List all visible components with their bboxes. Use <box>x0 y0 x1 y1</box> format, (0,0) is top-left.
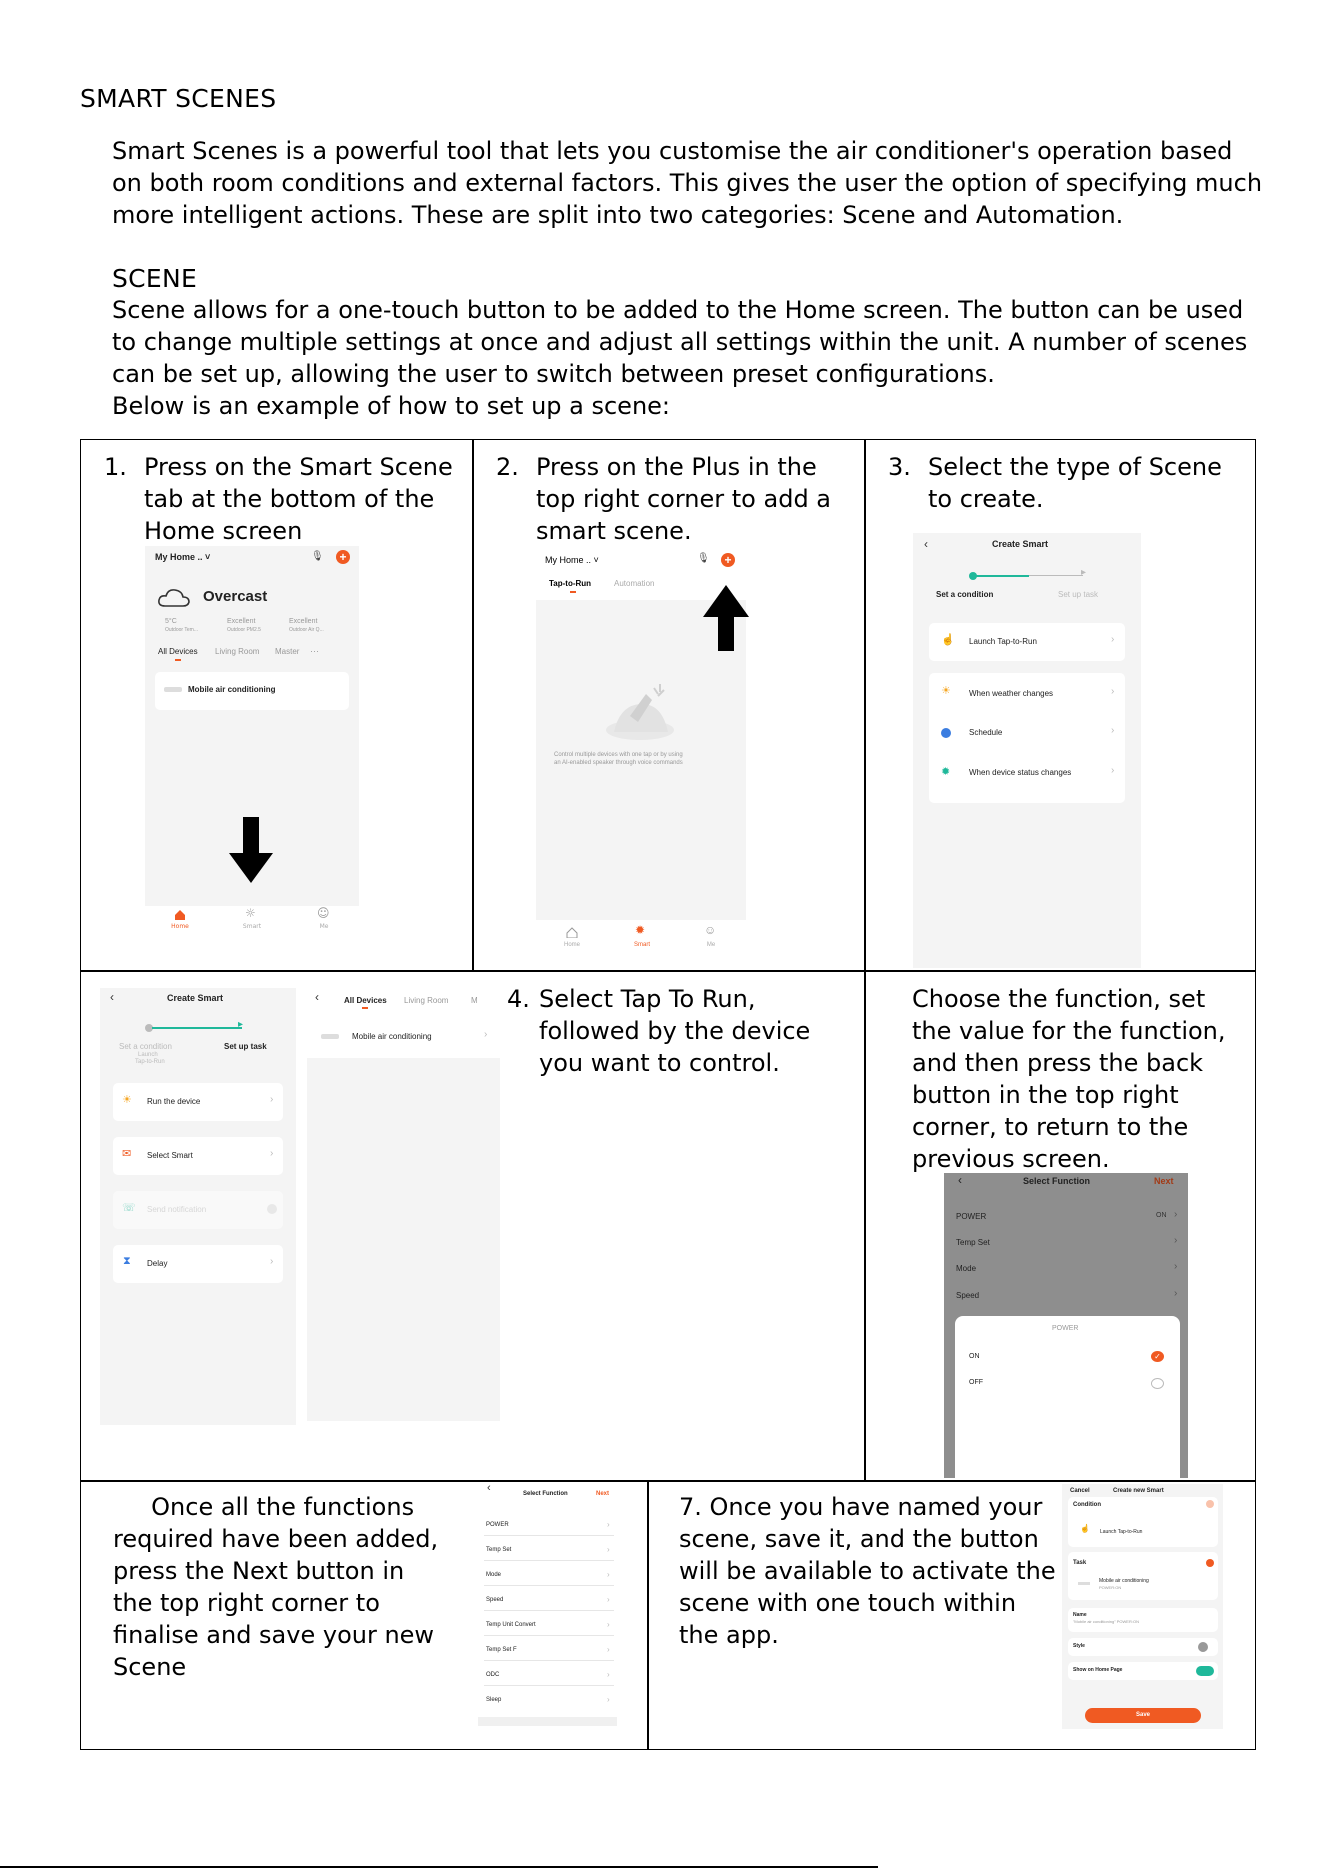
smart-scenes-paragraph <box>112 135 1262 231</box>
name-value: "Mobile air conditioning" POWER:ON <box>1073 1619 1139 1624</box>
sheet-option-on[interactable]: ON <box>969 1353 980 1360</box>
chevron-right-icon: › <box>607 1595 610 1604</box>
option-label: Launch Tap-to-Run <box>969 637 1037 646</box>
function-row-label[interactable]: POWER <box>956 1212 987 1221</box>
step-line: tab at the bottom of the <box>144 485 435 513</box>
step-line: finalise and save your new <box>113 1621 435 1649</box>
tab-living-room[interactable]: Living Room <box>215 647 260 656</box>
step-line: and then press the back <box>912 1049 1204 1077</box>
progress-label: Set up task <box>224 1042 267 1051</box>
add-task-icon[interactable] <box>1206 1559 1214 1567</box>
screenshot-select-function-sheet <box>944 1173 1188 1478</box>
function-row-label[interactable]: Temp Set <box>956 1238 990 1247</box>
chevron-right-icon: › <box>270 1148 274 1159</box>
device-name: Mobile air conditioning <box>188 685 276 694</box>
chevron-right-icon: › <box>1174 1209 1178 1220</box>
chevron-right-icon: › <box>607 1520 610 1529</box>
function-row-label[interactable]: Sleep <box>486 1697 502 1703</box>
step-line: Scene <box>113 1653 187 1681</box>
smart-icon[interactable]: ✹ <box>635 923 646 937</box>
chevron-right-icon: › <box>607 1695 610 1704</box>
function-row-label[interactable]: Temp Set F <box>486 1647 517 1653</box>
function-row-label[interactable]: Mode <box>956 1264 977 1273</box>
progress-line <box>1029 575 1083 576</box>
chevron-right-icon: › <box>270 1094 274 1105</box>
style-label: Style <box>1073 1643 1085 1649</box>
tab-automation[interactable]: Automation <box>614 579 655 588</box>
task-device[interactable]: Mobile air conditioning <box>1099 1578 1149 1584</box>
home-selector[interactable]: My Home .. ˅ <box>155 552 211 562</box>
screenshot-select-function <box>478 1485 617 1726</box>
device-card[interactable] <box>155 672 349 710</box>
hourglass-icon: ⧗ <box>123 1255 131 1267</box>
row-divider <box>484 1610 614 1611</box>
device-status-icon: ✹ <box>941 766 951 778</box>
step-line: button in the top right <box>912 1081 1179 1109</box>
chevron-right-icon: › <box>1174 1235 1178 1246</box>
screen-title: Select Function <box>523 1491 568 1497</box>
step-line: followed by the device <box>539 1017 811 1045</box>
paragraph-line: on both room conditions and external factors. This gives the user the option of specifying much <box>112 169 1263 197</box>
tab-all-devices[interactable]: All Devices <box>158 647 198 656</box>
row-divider <box>484 1635 614 1636</box>
grid-divider <box>472 440 474 970</box>
step-line: smart scene. <box>536 517 692 545</box>
chevron-right-icon: › <box>607 1670 610 1679</box>
function-row-label[interactable]: ODC <box>486 1672 500 1678</box>
chevron-right-icon: › <box>270 1256 274 1267</box>
step-line: the value for the function, <box>912 1017 1226 1045</box>
sheet-title: POWER <box>1052 1325 1079 1332</box>
nav-label: Home <box>171 923 189 930</box>
chevron-right-icon: › <box>1111 686 1115 697</box>
smart-icon[interactable]: ☼ <box>245 906 256 920</box>
step-7-text <box>679 1491 1059 1651</box>
cancel-button[interactable]: Cancel <box>1070 1488 1090 1494</box>
tab-living-room[interactable]: Living Room <box>404 996 449 1005</box>
task-sub: POWER:ON <box>1099 1585 1122 1590</box>
empty-scene-illustration <box>600 682 680 742</box>
arrow-down-icon <box>229 817 273 883</box>
screenshot-home <box>145 546 359 906</box>
hand-icon: ☝ <box>1080 1524 1090 1533</box>
next-button[interactable]: Next <box>596 1491 610 1497</box>
screen-title: Create new Smart <box>1113 1488 1164 1494</box>
select-smart-icon: ✉ <box>122 1148 132 1160</box>
notification-icon: ☏ <box>122 1202 136 1214</box>
step-line: Once all the functions <box>113 1493 415 1521</box>
back-icon[interactable]: ‹ <box>487 1485 491 1494</box>
paragraph-line: to change multiple settings at once and adjust all settings within the unit. A number of scenes <box>112 328 1248 356</box>
paragraph-line: Below is an example of how to set up a scene: <box>112 392 670 420</box>
paragraph-line: can be set up, allowing the user to switch between preset configurations. <box>112 360 995 388</box>
chevron-right-icon: › <box>1111 765 1115 776</box>
arrow-up-icon <box>703 585 749 651</box>
step-line: will be available to activate the <box>679 1557 1056 1585</box>
screenshot-create-smart-condition <box>913 533 1141 968</box>
option-send-notification <box>113 1191 283 1229</box>
condition-item[interactable]: Launch Tap-to-Run <box>1100 1529 1143 1535</box>
step-line: 7. Once you have named your <box>679 1493 1043 1521</box>
scene-heading: SCENE <box>112 264 198 293</box>
nav-label: Me <box>706 942 716 948</box>
bottom-nav <box>536 920 746 954</box>
step-6-text <box>113 1491 453 1683</box>
home-icon[interactable] <box>566 927 578 938</box>
step-1-text <box>104 451 464 547</box>
function-row-label[interactable]: POWER <box>486 1522 509 1528</box>
option-select-smart[interactable] <box>113 1137 283 1175</box>
option-label[interactable]: When device status changes <box>969 768 1072 777</box>
me-icon[interactable]: ☺ <box>317 906 330 920</box>
chevron-right-icon: › <box>1111 725 1115 736</box>
grid-divider <box>647 1480 649 1749</box>
row-divider <box>484 1660 614 1661</box>
option-label: Run the device <box>147 1097 201 1106</box>
save-label: Save <box>1135 1712 1150 1718</box>
function-row-value: ON <box>1156 1212 1167 1219</box>
progress-arrow-icon: ▸ <box>238 1019 244 1030</box>
sun-icon: ☀ <box>941 685 951 697</box>
tab-more[interactable]: M <box>471 996 478 1005</box>
chevron-right-icon: › <box>484 1029 488 1040</box>
tab-master[interactable]: Master <box>275 647 300 656</box>
function-row-label[interactable]: Temp Set <box>486 1547 512 1553</box>
list-footer <box>478 1717 617 1726</box>
grid-divider <box>864 440 866 1480</box>
options-group <box>929 673 1125 803</box>
tab-indicator <box>570 591 576 593</box>
lock-icon <box>267 1204 277 1214</box>
home-selector[interactable]: My Home .. ˅ <box>545 555 599 565</box>
add-plus-icon[interactable]: + <box>721 553 735 567</box>
name-card[interactable] <box>1068 1608 1218 1632</box>
home-icon[interactable] <box>174 909 186 920</box>
nav-label: Smart <box>633 942 650 948</box>
mic-icon[interactable]: 🎙 <box>311 551 324 562</box>
option-label[interactable]: When weather changes <box>969 689 1054 698</box>
check-icon: ✓ <box>1151 1351 1164 1362</box>
step-line: the top right corner to <box>113 1589 380 1617</box>
step-line: the app. <box>679 1621 779 1649</box>
screenshot-device-list <box>307 988 500 1421</box>
step-2-text <box>496 451 856 547</box>
condition-sub: Tap-to-Run <box>135 1059 165 1065</box>
hand-icon: ☝ <box>941 634 955 646</box>
step-line: press the Next button in <box>113 1557 405 1585</box>
chevron-right-icon: › <box>607 1645 610 1654</box>
screen-title: Create Smart <box>992 539 1049 549</box>
tab-all-devices[interactable]: All Devices <box>344 996 387 1005</box>
progress-label: Set up task <box>1058 590 1099 599</box>
paragraph-line: Smart Scenes is a powerful tool that lets you customise the air conditioner's operation based <box>112 137 1233 165</box>
power-sheet <box>955 1316 1180 1478</box>
step-line: Choose the function, set <box>912 985 1206 1013</box>
step-line: Press on the Smart Scene <box>144 453 453 481</box>
cloud-icon <box>157 586 191 608</box>
paragraph-line: Scene allows for a one-touch button to be added to the Home screen. The button can be used <box>112 296 1244 324</box>
paragraph-line: more intelligent actions. These are split into two categories: Scene and Automation. <box>112 201 1124 229</box>
chevron-right-icon: › <box>1174 1288 1178 1299</box>
screen-title: Create Smart <box>167 993 224 1003</box>
condition-card <box>1068 1497 1218 1547</box>
more-icon[interactable]: ··· <box>310 646 319 656</box>
tab-indicator <box>175 659 181 661</box>
step-number: 1. <box>104 453 127 481</box>
add-plus-icon[interactable]: + <box>336 550 350 564</box>
step-line: you want to control. <box>539 1049 780 1077</box>
style-swatch-icon <box>1198 1642 1208 1652</box>
bottom-nav <box>145 906 359 936</box>
tab-indicator <box>362 1007 368 1009</box>
task-card <box>1068 1552 1218 1600</box>
footer-rule <box>0 1866 878 1868</box>
option-label: Select Smart <box>147 1151 193 1160</box>
chevron-right-icon: › <box>1111 634 1115 645</box>
chevron-right-icon: › <box>1174 1261 1178 1272</box>
step-line: Select Tap To Run, <box>539 985 756 1013</box>
clock-icon <box>941 728 951 738</box>
add-condition-icon[interactable] <box>1206 1500 1214 1508</box>
progress-line <box>152 1027 242 1029</box>
ac-unit-icon <box>1078 1582 1090 1585</box>
row-divider <box>484 1535 614 1536</box>
step-line: Select the type of Scene <box>928 453 1222 481</box>
screen-title: Select Function <box>1023 1176 1091 1186</box>
empty-state-text: an AI-enabled speaker through voice commands <box>554 760 683 766</box>
step-number: 4. <box>507 985 530 1013</box>
grid-divider <box>81 1480 1255 1482</box>
step-line: required have been added, <box>113 1525 439 1553</box>
function-row-label[interactable]: Temp Unit Convert <box>486 1622 536 1628</box>
option-run-device[interactable] <box>113 1083 283 1121</box>
step-4-text <box>507 983 811 1079</box>
step-line: corner, to return to the <box>912 1113 1189 1141</box>
back-icon[interactable]: ‹ <box>924 537 928 551</box>
device-name[interactable]: Mobile air conditioning <box>352 1032 432 1041</box>
screenshot-create-smart-task <box>100 988 296 1425</box>
step-3-text <box>888 451 1248 515</box>
tab-tap-to-run[interactable]: Tap-to-Run <box>549 579 592 588</box>
stat-label: Outdoor Air Q... <box>289 627 324 633</box>
back-icon[interactable]: ‹ <box>110 990 114 1004</box>
option-label: Delay <box>147 1259 168 1268</box>
row-divider <box>484 1685 614 1686</box>
function-row-label[interactable]: Speed <box>956 1291 980 1300</box>
step-line: Press on the Plus in the <box>536 453 817 481</box>
nav-label: Home <box>563 942 580 948</box>
chevron-right-icon: › <box>607 1545 610 1554</box>
progress-label: Set a condition <box>936 590 994 599</box>
smart-scenes-heading: SMART SCENES <box>80 84 277 113</box>
back-icon[interactable]: ‹ <box>315 990 319 1004</box>
row-divider <box>484 1560 614 1561</box>
condition-label: Condition <box>1073 1502 1101 1508</box>
nav-label: Smart <box>242 923 262 930</box>
task-label: Task <box>1073 1560 1087 1566</box>
style-card[interactable] <box>1068 1638 1218 1656</box>
progress-label: Set a condition <box>119 1042 172 1051</box>
option-launch-tap-to-run[interactable] <box>929 623 1125 661</box>
sheet-option-off[interactable]: OFF <box>969 1379 983 1386</box>
stat-label: Outdoor Tem... <box>165 627 198 633</box>
nav-label: Me <box>319 923 329 930</box>
ac-unit-icon <box>164 687 182 692</box>
radio-empty-icon[interactable] <box>1151 1378 1164 1389</box>
chevron-right-icon: › <box>607 1620 610 1629</box>
stat-value: 5°C <box>165 618 177 625</box>
screenshot-create-new-smart <box>1062 1484 1223 1729</box>
stat-value: Excellent <box>289 618 318 625</box>
step-line: scene, save it, and the button <box>679 1525 1039 1553</box>
option-label[interactable]: Schedule <box>969 728 1003 737</box>
grid-divider <box>81 970 1255 972</box>
progress-line <box>975 575 1029 577</box>
stat-label: Outdoor PM2.5 <box>227 627 261 633</box>
row-divider <box>484 1585 614 1586</box>
show-home-toggle[interactable] <box>1196 1666 1214 1676</box>
weather-label: Overcast <box>203 588 268 605</box>
me-icon[interactable]: ☺ <box>704 923 717 937</box>
step-line: previous screen. <box>912 1145 1110 1173</box>
next-button[interactable]: Next <box>1154 1176 1174 1186</box>
ac-unit-icon <box>321 1034 339 1039</box>
function-row-label[interactable]: Mode <box>486 1572 502 1578</box>
step-number: 2. <box>496 453 519 481</box>
empty-state-text: Control multiple devices with one tap or by using <box>554 752 683 758</box>
chevron-right-icon: › <box>607 1570 610 1579</box>
step-5-text <box>912 983 1242 1175</box>
function-row-label[interactable]: Speed <box>486 1597 504 1603</box>
step-number: 3. <box>888 453 911 481</box>
save-button[interactable] <box>1085 1708 1201 1723</box>
step-line: Home screen <box>144 517 303 545</box>
mic-icon[interactable]: 🎙 <box>697 553 710 564</box>
run-device-icon: ☀ <box>122 1094 132 1106</box>
scene-paragraph <box>112 294 1247 422</box>
show-home-label: Show on Home Page <box>1073 1667 1123 1673</box>
step-line: top right corner to add a <box>536 485 832 513</box>
name-label: Name <box>1073 1612 1087 1618</box>
back-icon[interactable]: ‹ <box>958 1173 962 1187</box>
show-home-card <box>1068 1662 1218 1680</box>
step-line: scene with one touch within <box>679 1589 1017 1617</box>
option-label: Send notification <box>147 1205 207 1214</box>
progress-arrow-icon: ▸ <box>1081 567 1087 578</box>
condition-sub: Launch <box>138 1052 158 1058</box>
stat-value: Excellent <box>227 618 256 625</box>
step-line: to create. <box>928 485 1044 513</box>
option-delay[interactable] <box>113 1245 283 1283</box>
